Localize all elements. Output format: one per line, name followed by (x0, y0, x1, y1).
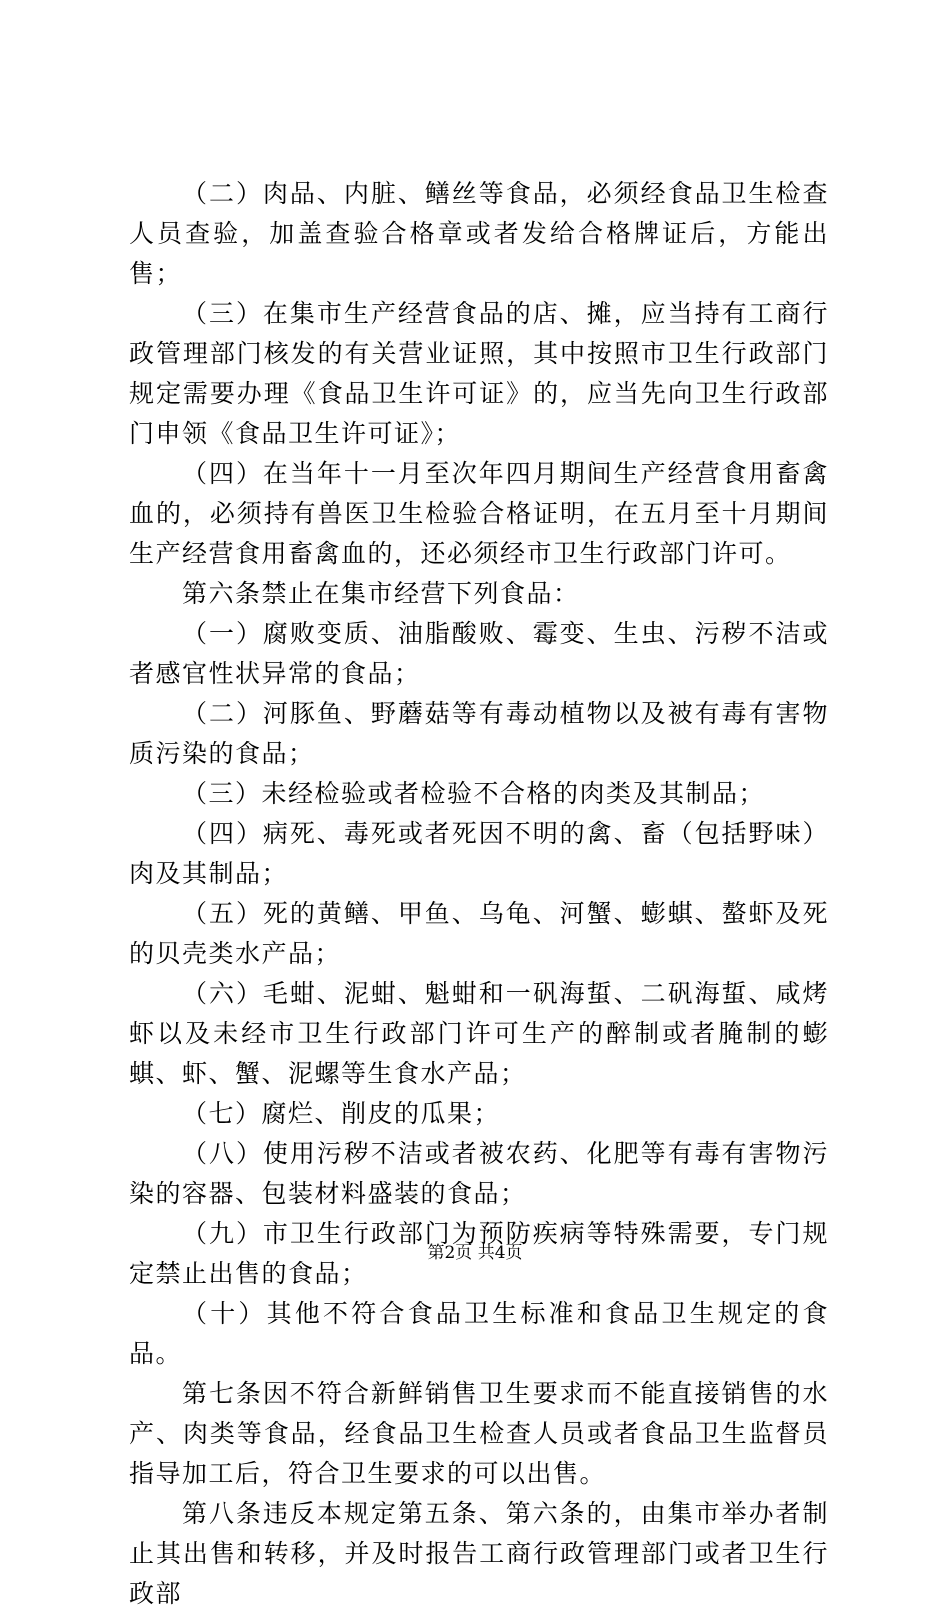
page-number-footer: 第2页 共4页 (427, 1243, 523, 1263)
paragraph-3: （四）在当年十一月至次年四月期间生产经营食用畜禽血的，必须持有兽医卫生检验合格证明，在五月至十月期间生产经营食用畜禽血的，还必须经市卫生行政部门许可。 (129, 459, 829, 568)
paragraph-1: （二）肉品、内脏、鳝丝等食品，必须经食品卫生检查人员查验，加盖查验合格章或者发给合格牌证后，方能出售； (129, 179, 829, 288)
paragraph-9: （五）死的黄鳝、甲鱼、乌龟、河蟹、蟛蜞、螯虾及死的贝壳类水产品； (129, 899, 829, 968)
paragraph-8: （四）病死、毒死或者死因不明的禽、畜（包括野味）肉及其制品； (129, 819, 829, 888)
paragraph-6: （二）河豚鱼、野蘑菇等有毒动植物以及被有毒有害物质污染的食品； (129, 699, 829, 768)
paragraph-10: （六）毛蚶、泥蚶、魁蚶和一矾海蜇、二矾海蜇、咸烤虾以及未经市卫生行政部门许可生产的醉制或者腌制的蟛蜞、虾、蟹、泥螺等生食水产品； (129, 979, 829, 1088)
paragraph-11: （七）腐烂、削皮的瓜果； (182, 1099, 501, 1128)
paragraph-7: （三）未经检验或者检验不合格的肉类及其制品； (182, 779, 766, 808)
paragraph-16: 第八条违反本规定第五条、第六条的，由集市举办者制止其出售和转移，并及时报告工商行政管理部门或者卫生行政部 (129, 1499, 829, 1608)
paragraph-14: （十）其他不符合食品卫生标准和食品卫生规定的食品。 (129, 1299, 829, 1368)
paragraph-2: （三）在集市生产经营食品的店、摊，应当持有工商行政管理部门核发的有关营业证照，其中按照市卫生行政部门规定需要办理《食品卫生许可证》的，应当先向卫生行政部门申领《食品卫生许可证》； (129, 299, 829, 448)
paragraph-13: （九）市卫生行政部门为预防疾病等特殊需要，专门规定禁止出售的食品； (129, 1219, 829, 1288)
paragraph-5: （一）腐败变质、油脂酸败、霉变、生虫、污秽不洁或者感官性状异常的食品； (129, 619, 829, 688)
paragraph-4: 第六条禁止在集市经营下列食品： (182, 579, 580, 608)
paragraph-15: 第七条因不符合新鲜销售卫生要求而不能直接销售的水产、肉类等食品，经食品卫生检查人员或者食品卫生监督员指导加工后，符合卫生要求的可以出售。 (129, 1379, 829, 1488)
document-body (129, 174, 829, 1614)
paragraph-12: （八）使用污秽不洁或者被农药、化肥等有毒有害物污染的容器、包装材料盛装的食品； (129, 1139, 829, 1208)
